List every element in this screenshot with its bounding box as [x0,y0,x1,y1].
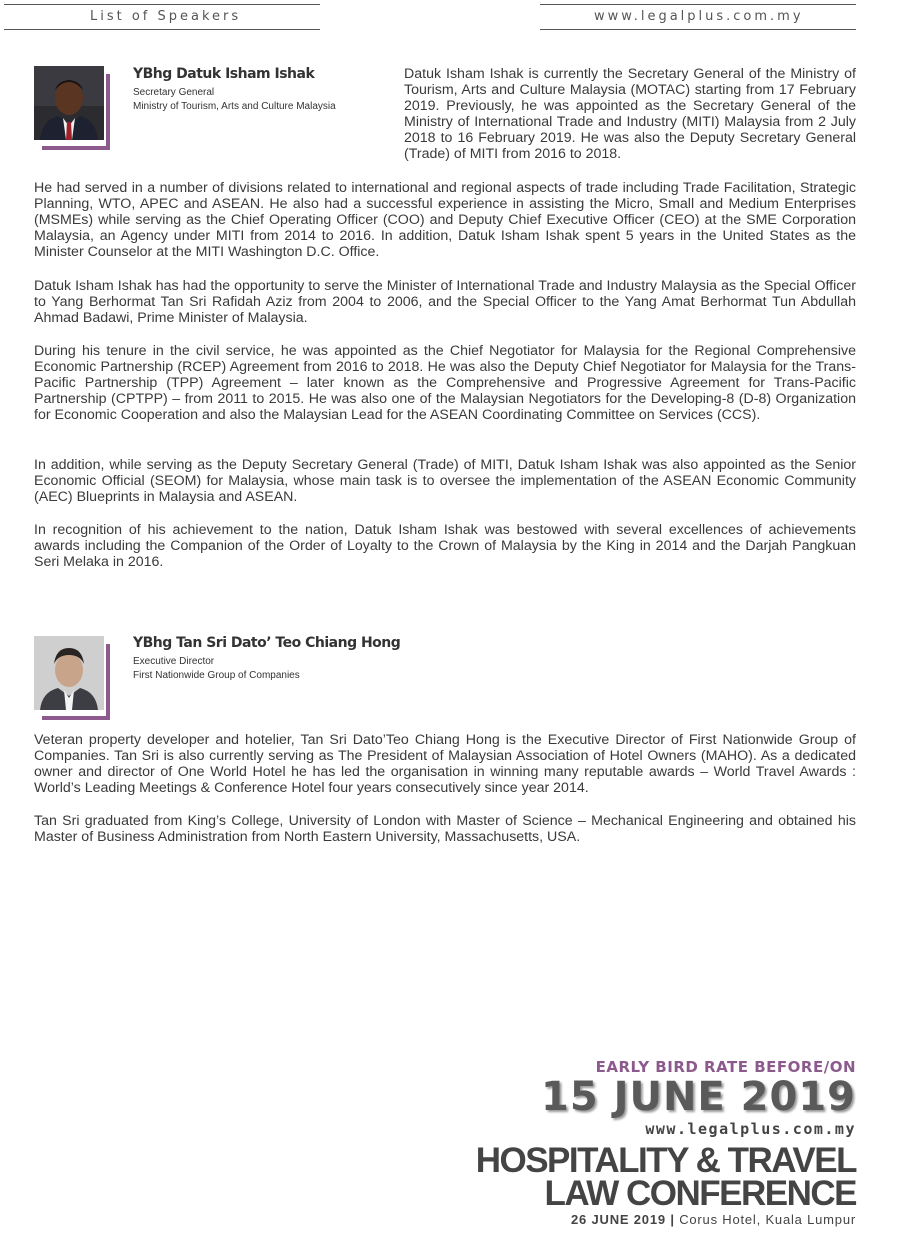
conference-title [475,1141,856,1213]
separator: | [670,1212,675,1227]
bio-paragraph: During his tenure in the civil service, he was appointed as the Chief Negotiator for Malaysia for the Regional Comprehensive Economic Partnership (RCEP) Agreement from 2016 to 2018. He was also the Deputy Chief Negotiator for Malaysia for the Trans-Pacific Partnership (TPP) Agreement – later known as the Comprehensive and Progressive Agreement for Trans-Pacific Partnership (CPTPP) – from 2011 to 2015. He was also one of the Malaysian Negotiators for the Developing-8 (D-8) Organization for Economic Cooperation and also the Malaysian Lead for the ASEAN Coordinating Committee on Services (CCS). [34,343,856,423]
header-rule-right-top [540,4,856,5]
event-date: 26 JUNE 2019 [571,1212,666,1227]
bio-paragraph: In addition, while serving as the Deputy Secretary General (Trade) of MITI, Datuk Isham Ishak was also appointed as the Senior Economic Official (SEOM) for Malaysia, whose main task is to oversee the implementation of the ASEAN Economic Community (AEC) Blueprints in Malaysia and ASEAN. [34,457,856,505]
portrait-image [34,66,104,140]
header-rule-left-bottom [4,29,320,30]
speaker-photo-isham [34,66,114,156]
early-bird-label: EARLY BIRD RATE BEFORE/ON [595,1058,856,1076]
conference-title-line1: HOSPITALITY & TRAVEL [475,1141,856,1180]
portrait-image [34,636,104,710]
bio-paragraph: Tan Sri graduated from King’s College, University of London with Master of Science – Mechanical Engineering and obtained his Master of Business Administration from North Eastern University, Massachusetts, USA. [34,813,856,845]
header-rule-left-top [4,4,320,5]
event-date-venue [571,1212,856,1227]
speaker-name: YBhg Datuk Isham Ishak [133,66,315,82]
speaker-photo-teo [34,636,114,726]
speaker-organization: Ministry of Tourism, Arts and Culture Malaysia [133,101,336,112]
header-url: www.legalplus.com.my [594,9,804,24]
speaker-intro: Datuk Isham Ishak is currently the Secretary General of the Ministry of Tourism, Arts and Culture Malaysia (MOTAC) starting from 17 February 2019. Previously, he was appointed as the Secretary General of the Ministry of International Trade and Industry (MITI) Malaysia from 2 July 2018 to 16 February 2019. He was also the Deputy Secretary General (Trade) of MITI from 2016 to 2018. [404,66,856,162]
bio-paragraph: In recognition of his achievement to the nation, Datuk Isham Ishak was bestowed with several excellences of achievements awards including the Companion of the Order of Loyalty to the Crown of Malaysia by the King in 2014 and the Darjah Pangkuan Seri Melaka in 2016. [34,522,856,570]
early-bird-deadline: 15 JUNE 2019 [540,1074,856,1120]
speaker-position: Executive Director [133,656,215,667]
footer-url: www.legalplus.com.my [645,1120,856,1138]
header-rule-right-bottom [540,29,856,30]
speaker-position: Secretary General [133,87,215,98]
speaker-name: YBhg Tan Sri Dato’ Teo Chiang Hong [133,635,401,651]
event-venue: Corus Hotel, Kuala Lumpur [679,1212,856,1227]
speaker-organization: First Nationwide Group of Companies [133,670,300,681]
section-title: List of Speakers [90,9,242,24]
bio-paragraph: He had served in a number of divisions related to international and regional aspects of trade including Trade Facilitation, Strategic Planning, WTO, APEC and ASEAN. He also had a successful experience in assisting the Micro, Small and Medium Enterprises (MSMEs) while serving as the Chief Operating Officer (COO) and Deputy Chief Executive Officer (CEO) at the SME Corporation Malaysia, an Agency under MITI from 2014 to 2016. In addition, Datuk Isham Ishak spent 5 years in the United States as the Minister Counselor at the MITI Washington D.C. Office. [34,180,856,260]
conference-title-line2: LAW CONFERENCE [544,1174,856,1213]
bio-paragraph: Veteran property developer and hotelier, Tan Sri Dato’Teo Chiang Hong is the Executive Director of First Nationwide Group of Companies. Tan Sri is also currently serving as The President of Malaysian Association of Hotel Owners (MAHO). As a dedicated owner and director of One World Hotel he has led the organisation in winning many reputable awards – World Travel Awards : World’s Leading Meetings & Conference Hotel four years consecutively since year 2014. [34,732,856,796]
bio-paragraph: Datuk Isham Ishak has had the opportunity to serve the Minister of International Trade and Industry Malaysia as the Special Officer to Yang Berhormat Tan Sri Rafidah Aziz from 2004 to 2006, and the Special Officer to the Yang Amat Berhormat Tun Abdullah Ahmad Badawi, Prime Minister of Malaysia. [34,278,856,326]
